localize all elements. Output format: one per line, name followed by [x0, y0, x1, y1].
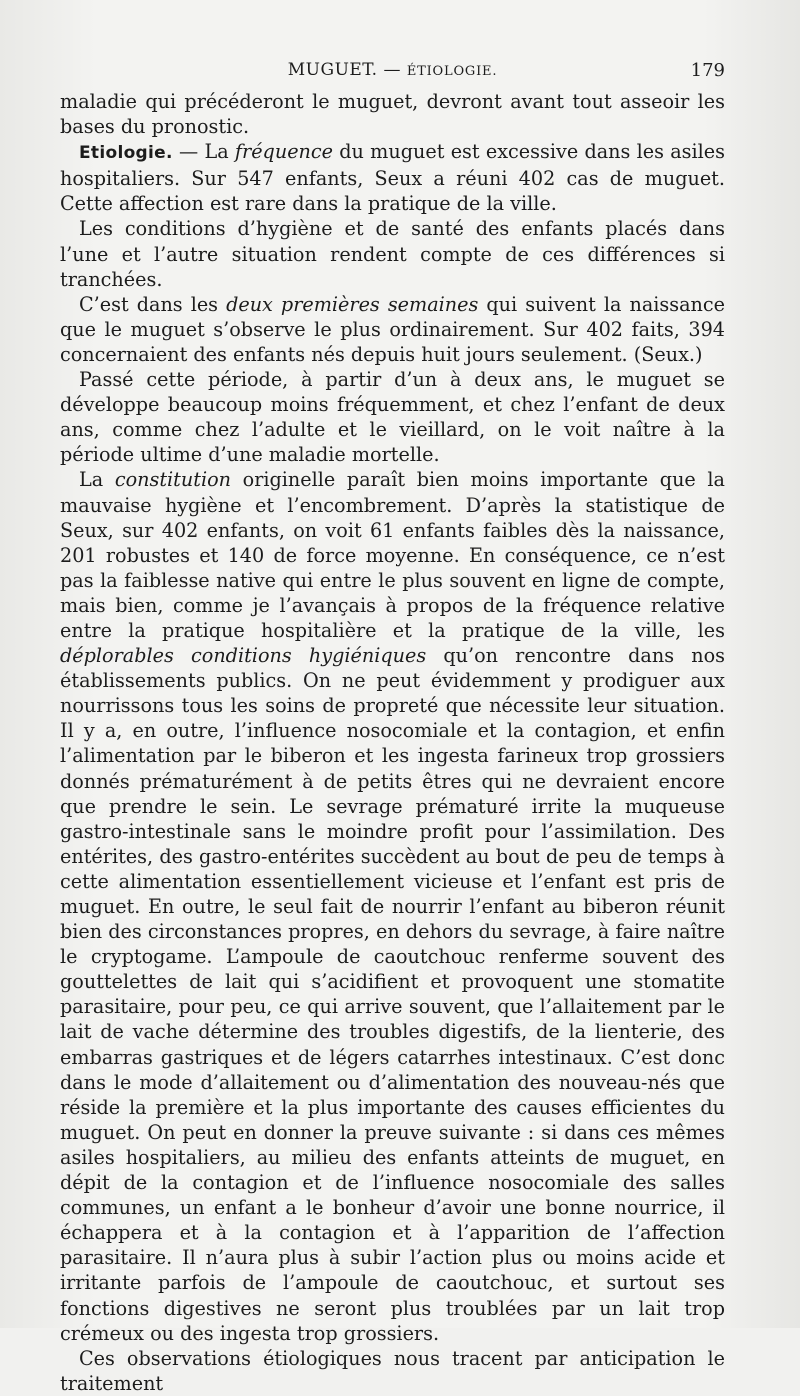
emphasis-text: deux premières semaines: [226, 292, 479, 316]
text-run: maladie qui précéderont le muguet, devront avant tout asseoir les bases du pronostic.: [60, 90, 725, 139]
text-run: du muguet est excessive dans les asiles hospitaliers. Sur 547 enfants, Seux a réuni 402 cas de muguet. Cette affection est rare dans la pratique de la ville.: [60, 140, 725, 216]
emphasis-text: déplorables conditions hygiéniques: [60, 644, 427, 668]
running-title-main: MUGUET. —: [287, 60, 407, 80]
text-run: originelle paraît bien moins importante que la mauvaise hygiène et l’encombrement. D’après la statistique de Seux, sur 402 enfants, on voit 61 enfants faibles dès la naissance, 201 robustes et 140 de force moyenne. En conséquence, ce n’est pas la faiblesse native qui entre le plus souvent en ligne de compte, mais bien, comme je l’avançais à propos de la fréquence relative entre la pratique hospitalière et la pratique de la ville, les: [60, 468, 725, 642]
text-run: Les conditions d’hygiène et de santé des enfants placés dans l’une et l’autre situation rendent compte de ces différences si tranchées.: [60, 217, 725, 291]
paragraph-1: [60, 139, 725, 216]
text-run: qui suivent la naissance que le muguet s’observe le plus ordinairement. Sur 402 faits, 394 concernaient des enfants nés depuis huit jours seulement. (Seux.): [60, 292, 725, 366]
text-run: qu’on rencontre dans nos établissements publics. On ne peut évidemment y prodiguer aux nourrissons tous les soins de propreté que nécessite leur situation. Il y a, en outre, l’influence nosocomiale et la contagion, et enfin l’alimentation par le biberon et les ingesta farineux trop grossiers donnés prématurément à de petits êtres qui ne devraient encore que prendre le sein. Le sevrage prématuré irrite la muqueuse gastro-intestinale sans le moindre profit pour l’assimilation. Des entérites, des gastro-entérites succèdent au bout de peu de temps à cette alimentation essentiellement vicieuse et l’enfant est pris de muguet. En outre, le seul fait de nourrir l’enfant au biberon réunit bien des circonstances propres, en dehors du sevrage, à faire naître le cryptogame. L’ampoule de caoutchouc renferme souvent des gouttelettes de lait qui s’acidifient et provoquent une stomatite parasitaire, pour peu, ce qui arrive souvent, que l’allaitement par le lait de vache détermine des troubles digestifs, de la lienterie, des embarras gastriques et de légers catarrhes intestinaux. C’est donc dans le mode d’allaitement ou d’alimentation des nouveau-nés que réside la première et la plus importante des causes efficientes du muguet. On peut en donner la preuve suivante : si dans ces mêmes asiles hospitaliers, au milieu des enfants atteints de muguet, en dépit de la contagion et de l’influence nosocomiale des salles communes, un enfant a le bonheur d’avoir une bonne nourrice, il échappera et à la contagion et à l’apparition de l’affection parasitaire. Il n’aura plus à subir l’action plus ou moins acide et irritante parfois de l’ampoule de caoutchouc, et surtout ses fonctions digestives ne seront plus troublées par un lait trop crémeux ou des ingesta trop grossiers.: [60, 644, 725, 1345]
paragraph-0: [60, 89, 725, 139]
running-header: [60, 58, 725, 86]
text-run: Ces observations étiologiques nous tracent par anticipation le traitement: [60, 1346, 725, 1395]
text-run: La: [79, 468, 115, 492]
paragraph-4: [60, 367, 725, 467]
running-title-section: ÉTIOLOGIE.: [406, 64, 498, 79]
paragraph-3: [60, 292, 725, 367]
emphasis-text: constitution: [114, 468, 232, 492]
paragraph-5: [60, 467, 725, 1345]
text-run: — La: [172, 140, 235, 164]
emphasis-text: fréquence: [234, 140, 334, 164]
page-number: 179: [690, 60, 725, 81]
paragraph-6: [60, 1346, 725, 1396]
running-title: [60, 60, 725, 80]
section-heading: Etiologie.: [79, 143, 173, 164]
body-text: [60, 89, 725, 1396]
text-run: Passé cette période, à partir d’un à deux ans, le muguet se développe beaucoup moins fréquemment, et chez l’enfant de deux ans, comme chez l’adulte et le vieillard, on le voit naître à la période ultime d’une maladie mortelle.: [60, 368, 725, 467]
paragraph-2: [60, 216, 725, 291]
text-run: C’est dans les: [79, 292, 227, 316]
